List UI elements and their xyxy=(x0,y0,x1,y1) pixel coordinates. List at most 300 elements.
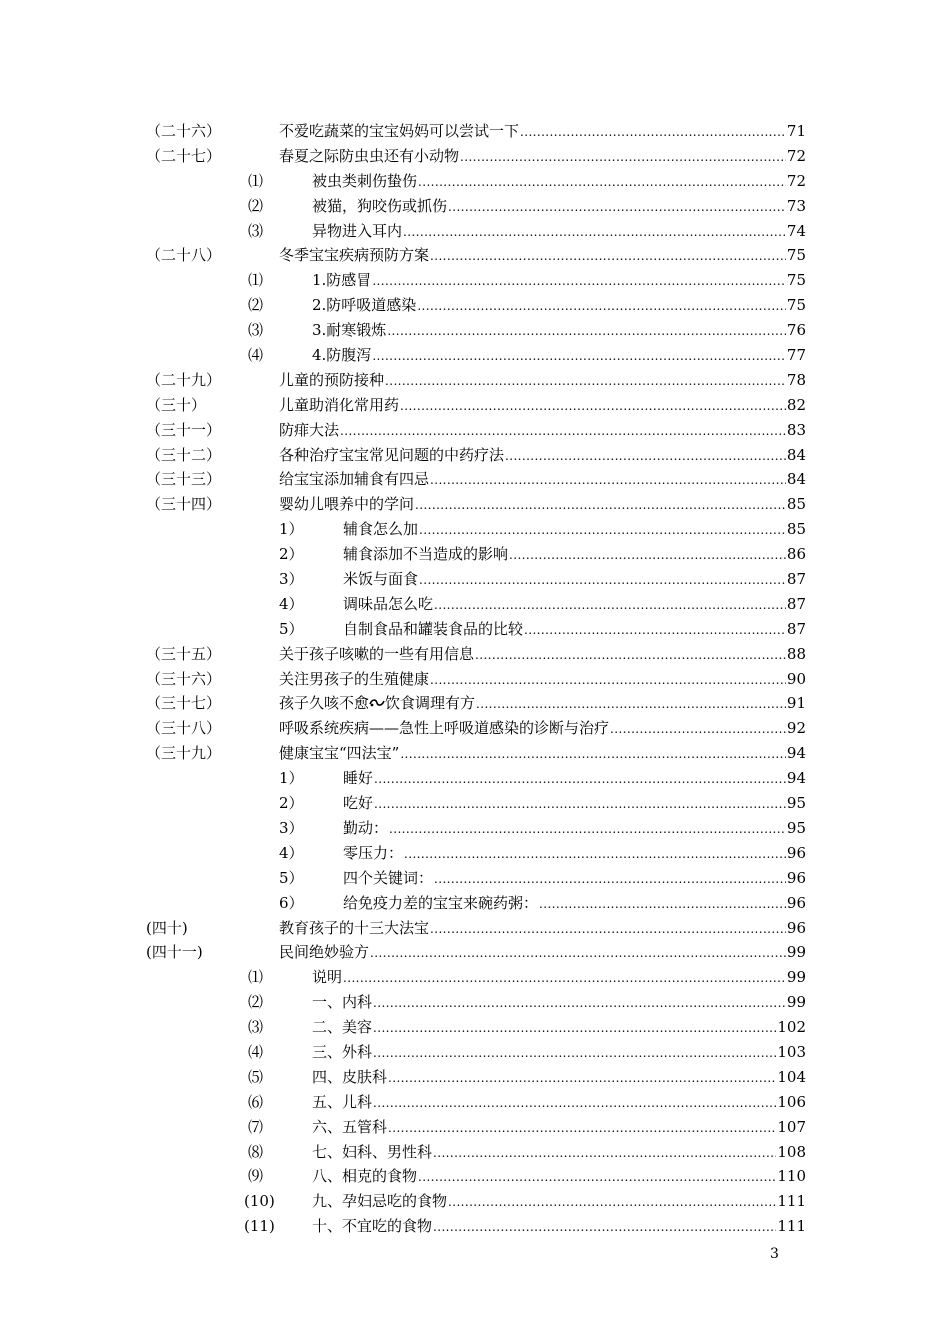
toc-row[interactable] xyxy=(0,467,950,492)
dot-leader xyxy=(370,940,786,965)
toc-page-number: 95 xyxy=(786,794,806,813)
dot-leader xyxy=(509,542,786,567)
toc-page-number: 104 xyxy=(777,1067,806,1086)
toc-title xyxy=(279,965,342,990)
toc-entry[interactable] xyxy=(279,542,806,567)
toc-row[interactable] xyxy=(0,1090,950,1115)
toc-title-text: 4.防腹泻 xyxy=(312,346,372,365)
toc-entry[interactable] xyxy=(279,592,806,617)
toc-row[interactable] xyxy=(0,1065,950,1090)
toc-entry[interactable] xyxy=(279,866,806,891)
toc-page-number: 111 xyxy=(777,1217,806,1236)
toc-title xyxy=(279,816,388,841)
toc-number: 5） xyxy=(279,868,304,887)
toc-row[interactable] xyxy=(0,1115,950,1140)
toc-number: （三十） xyxy=(146,395,207,414)
toc-row[interactable] xyxy=(0,916,950,941)
page-number: 3 xyxy=(770,1246,779,1262)
toc-page-number: 87 xyxy=(786,619,806,638)
dot-leader xyxy=(505,443,786,468)
toc-number: （二十七） xyxy=(146,146,222,165)
toc-entry[interactable] xyxy=(279,418,806,443)
toc-number: ⑶ xyxy=(248,321,264,340)
toc-title xyxy=(279,1140,432,1165)
toc-row[interactable] xyxy=(0,1164,950,1189)
toc-entry[interactable] xyxy=(279,691,806,716)
toc-number: 2） xyxy=(279,545,304,564)
toc-title-text: 勤动： xyxy=(343,818,389,837)
toc-page-number: 94 xyxy=(786,744,806,763)
toc-number: ⑵ xyxy=(248,196,264,215)
dot-leader xyxy=(539,891,786,916)
toc-entry[interactable] xyxy=(279,492,806,517)
dot-leader xyxy=(419,517,786,542)
toc-title-text: 被虫类刺伤蛰伤 xyxy=(312,171,418,190)
dot-leader xyxy=(400,741,786,766)
toc-page-number: 85 xyxy=(786,495,806,514)
toc-title-text: 关注男孩子的生殖健康 xyxy=(279,669,430,688)
toc-number: （二十六） xyxy=(146,122,222,140)
toc-number: ⑷ xyxy=(248,1042,264,1061)
toc-number: 4） xyxy=(279,594,304,613)
toc-entry[interactable] xyxy=(279,1115,806,1140)
toc-number: ⑸ xyxy=(248,1067,264,1086)
toc-title xyxy=(279,1189,447,1214)
toc-entry[interactable] xyxy=(279,517,806,542)
toc-title xyxy=(279,567,418,592)
toc-title xyxy=(279,119,519,144)
toc-title-text: 被猫，狗咬伤或抓伤 xyxy=(312,196,448,215)
toc-entry[interactable] xyxy=(279,1164,806,1189)
toc-row[interactable] xyxy=(0,169,950,194)
toc-row[interactable] xyxy=(0,766,950,791)
dot-leader xyxy=(403,219,786,244)
toc-title xyxy=(279,443,504,468)
toc-entry[interactable] xyxy=(279,467,806,492)
dot-leader xyxy=(387,318,786,343)
toc-title xyxy=(279,741,399,766)
toc-title-text: 关于孩子咳嗽的一些有用信息 xyxy=(279,644,475,663)
toc-title-text: 异物进入耳内 xyxy=(312,221,403,240)
dot-leader xyxy=(373,1015,776,1040)
toc-title xyxy=(279,642,474,667)
toc-title-text: 九、孕妇忌吃的食物 xyxy=(312,1192,448,1211)
toc-page-number: 99 xyxy=(786,943,806,962)
toc-row[interactable] xyxy=(0,567,950,592)
toc-title-text: 1.防感冒 xyxy=(312,271,372,290)
toc-title-text: 健康宝宝“四法宝” xyxy=(279,744,400,763)
toc-page-number: 86 xyxy=(786,545,806,564)
toc-page-number: 85 xyxy=(786,520,806,539)
toc-row[interactable] xyxy=(0,642,950,667)
toc-page-number: 83 xyxy=(786,420,806,439)
toc-page-number: 106 xyxy=(777,1092,806,1111)
toc-page-number: 96 xyxy=(786,918,806,937)
toc-row[interactable] xyxy=(0,841,950,866)
toc-page-number: 88 xyxy=(786,644,806,663)
toc-entry[interactable] xyxy=(279,144,806,169)
toc-entry[interactable] xyxy=(279,1015,806,1040)
toc-row[interactable] xyxy=(0,741,950,766)
toc-row[interactable] xyxy=(0,965,950,990)
dot-leader xyxy=(388,1115,776,1140)
toc-page-number: 96 xyxy=(786,843,806,862)
toc-title-text: 调味品怎么吃 xyxy=(343,594,434,613)
toc-number: (10) xyxy=(244,1192,275,1211)
toc-page-number: 75 xyxy=(786,296,806,315)
toc-row[interactable] xyxy=(0,293,950,318)
toc-title xyxy=(279,293,416,318)
toc-title-text: 各种治疗宝宝常见问题的中药疗法 xyxy=(279,445,505,464)
toc-title-text: 孩子久咳不愈 xyxy=(279,694,370,713)
dot-leader xyxy=(415,492,786,517)
toc-entry[interactable] xyxy=(279,1040,806,1065)
toc-title-text: 教育孩子的十三大法宝 xyxy=(279,918,430,937)
dot-leader xyxy=(400,393,786,418)
toc-entry[interactable] xyxy=(279,965,806,990)
toc-page-number: 76 xyxy=(786,321,806,340)
toc-number: ⑴ xyxy=(248,968,264,987)
toc-title-text: 给免疫力差的宝宝来碗药粥： xyxy=(343,893,539,912)
toc-page-number: 75 xyxy=(786,246,806,265)
toc-page-number: 82 xyxy=(786,395,806,414)
dot-leader xyxy=(388,1065,776,1090)
toc-row[interactable] xyxy=(0,617,950,642)
toc-title xyxy=(279,368,384,393)
toc-row[interactable] xyxy=(0,1214,950,1239)
toc-entry[interactable] xyxy=(279,1065,806,1090)
toc-number: ⑹ xyxy=(248,1092,264,1111)
toc-page-number: 110 xyxy=(777,1167,806,1186)
toc-entry[interactable] xyxy=(279,766,806,791)
dot-leader xyxy=(372,343,786,368)
toc-number: ⑵ xyxy=(248,296,264,315)
toc-title xyxy=(279,219,402,244)
toc-title-text: 不爱吃蔬菜的宝宝妈妈可以尝试一下 xyxy=(279,122,520,140)
dot-leader xyxy=(389,816,786,841)
toc-title xyxy=(279,766,373,791)
toc-row[interactable] xyxy=(0,194,950,219)
toc-row[interactable] xyxy=(0,1189,950,1214)
toc-row[interactable] xyxy=(0,990,950,1015)
toc-title xyxy=(279,194,447,219)
toc-title-text: 3.耐寒锻炼 xyxy=(312,321,387,340)
toc-title-text: 防痱大法 xyxy=(279,420,340,439)
dot-leader xyxy=(433,1140,776,1165)
toc-page-number: 87 xyxy=(786,570,806,589)
dot-leader xyxy=(430,243,786,268)
toc-page-number: 107 xyxy=(777,1117,806,1136)
toc-row[interactable] xyxy=(0,243,950,268)
toc-page-number: 78 xyxy=(786,370,806,389)
toc-title xyxy=(279,492,414,517)
toc-entry[interactable] xyxy=(279,667,806,692)
toc-page-number: 91 xyxy=(786,694,806,713)
toc-title xyxy=(279,716,609,741)
toc-number: (四十一) xyxy=(146,943,203,962)
toc-number: ⑴ xyxy=(248,271,264,290)
dot-leader xyxy=(373,990,786,1015)
toc-entry[interactable] xyxy=(279,343,806,368)
toc-title xyxy=(279,418,339,443)
toc-page-number: 84 xyxy=(786,445,806,464)
toc-number: （三十一） xyxy=(146,420,222,439)
toc-title xyxy=(279,940,369,965)
toc-number: （三十三） xyxy=(146,470,222,489)
toc-page-number: 71 xyxy=(786,122,806,140)
toc-number: （三十九） xyxy=(146,744,222,763)
toc-title-text: 春夏之际防虫虫还有小动物 xyxy=(279,146,460,165)
toc-number: （三十七） xyxy=(146,694,222,713)
dot-leader xyxy=(434,592,786,617)
toc-title-text: 四个关键词： xyxy=(343,868,434,887)
toc-number: （三十四） xyxy=(146,495,222,514)
toc-title xyxy=(279,1015,372,1040)
toc-title xyxy=(279,617,523,642)
toc-number: ⑷ xyxy=(248,346,264,365)
toc-page-number: 75 xyxy=(786,271,806,290)
toc-row[interactable] xyxy=(0,318,950,343)
toc-row[interactable] xyxy=(0,219,950,244)
toc-title-text: 七、妇科、男性科 xyxy=(312,1142,433,1161)
dot-leader xyxy=(372,268,786,293)
dot-leader xyxy=(610,716,786,741)
toc-page-number: 95 xyxy=(786,818,806,837)
toc-title-text: 辅食添加不当造成的影响 xyxy=(343,545,509,564)
toc-title xyxy=(279,318,386,343)
toc-entry[interactable] xyxy=(279,891,806,916)
toc-title-text: 零压力： xyxy=(343,843,404,862)
toc-row[interactable] xyxy=(0,393,950,418)
dot-leader xyxy=(373,1090,776,1115)
dot-leader xyxy=(343,965,786,990)
toc-entry[interactable] xyxy=(279,1140,806,1165)
toc-title-text: 儿童助消化常用药 xyxy=(279,395,400,414)
toc-entry[interactable] xyxy=(279,194,806,219)
toc-entry[interactable] xyxy=(279,940,806,965)
toc-entry[interactable] xyxy=(279,1090,806,1115)
toc-title-text: 三、外科 xyxy=(312,1042,373,1061)
toc-title-text: 说明 xyxy=(312,968,343,987)
toc-title-text: 米饭与面食 xyxy=(343,570,419,589)
toc-number: (11) xyxy=(244,1217,275,1236)
toc-entry[interactable] xyxy=(279,642,806,667)
toc-page-number: 72 xyxy=(786,146,806,165)
toc-title-text: 呼吸系统疾病——急性上呼吸道感染的诊断与治疗 xyxy=(279,719,610,738)
toc-page-number: 72 xyxy=(786,171,806,190)
toc-row[interactable] xyxy=(0,592,950,617)
toc-number: ⑺ xyxy=(248,1117,264,1136)
dot-leader xyxy=(524,617,786,642)
table-of-contents xyxy=(0,119,950,1239)
toc-title xyxy=(279,791,373,816)
toc-entry[interactable] xyxy=(279,243,806,268)
toc-title xyxy=(279,393,399,418)
toc-entry[interactable] xyxy=(279,567,806,592)
dot-leader xyxy=(418,169,786,194)
dot-leader xyxy=(434,866,786,891)
toc-title xyxy=(279,517,418,542)
toc-entry[interactable] xyxy=(279,990,806,1015)
toc-entry[interactable] xyxy=(279,219,806,244)
toc-entry[interactable] xyxy=(279,741,806,766)
toc-row[interactable] xyxy=(0,1140,950,1165)
toc-title-text: 辅食怎么加 xyxy=(343,520,419,539)
toc-row[interactable] xyxy=(0,517,950,542)
toc-title xyxy=(279,343,371,368)
toc-entry[interactable] xyxy=(279,119,806,144)
toc-row[interactable] xyxy=(0,791,950,816)
toc-number: （三十八） xyxy=(146,719,222,738)
dot-leader xyxy=(520,119,786,144)
toc-entry[interactable] xyxy=(279,617,806,642)
toc-title-text: 2.防呼吸道感染 xyxy=(312,296,417,315)
toc-title xyxy=(279,268,371,293)
toc-title xyxy=(279,1090,372,1115)
toc-entry[interactable] xyxy=(279,169,806,194)
toc-title-text: 睡好 xyxy=(343,769,374,788)
toc-page-number: 96 xyxy=(786,868,806,887)
toc-title xyxy=(279,916,429,941)
dot-leader xyxy=(373,1040,776,1065)
toc-entry[interactable] xyxy=(279,268,806,293)
toc-title-text: 六、五管科 xyxy=(312,1117,388,1136)
toc-row[interactable] xyxy=(0,691,950,716)
toc-number: ⑻ xyxy=(248,1142,264,1161)
dot-leader xyxy=(433,1214,776,1239)
toc-page-number: 73 xyxy=(786,196,806,215)
dot-leader xyxy=(417,293,786,318)
dot-leader xyxy=(430,916,786,941)
toc-row[interactable] xyxy=(0,492,950,517)
toc-entry[interactable] xyxy=(279,816,806,841)
toc-title xyxy=(279,841,403,866)
toc-row[interactable] xyxy=(0,866,950,891)
toc-page-number: 77 xyxy=(786,346,806,365)
toc-entry[interactable] xyxy=(279,1214,806,1239)
toc-title xyxy=(279,467,429,492)
toc-page-number: 74 xyxy=(786,221,806,240)
toc-title xyxy=(279,667,429,692)
toc-number: ⑼ xyxy=(248,1167,264,1186)
toc-title-text: 一、内科 xyxy=(312,993,373,1012)
toc-title xyxy=(279,1164,417,1189)
toc-row[interactable] xyxy=(0,268,950,293)
dot-leader xyxy=(404,841,786,866)
toc-entry[interactable] xyxy=(279,293,806,318)
toc-row[interactable] xyxy=(0,144,950,169)
toc-title-text: 婴幼儿喂养中的学问 xyxy=(279,495,415,514)
dot-leader xyxy=(448,194,786,219)
toc-title-text: 十、不宜吃的食物 xyxy=(312,1217,433,1236)
toc-page-number: 94 xyxy=(786,769,806,788)
toc-entry[interactable] xyxy=(279,841,806,866)
toc-number: ⑵ xyxy=(248,993,264,1012)
toc-title xyxy=(279,1214,432,1239)
toc-title-text-2: 饮食调理有方 xyxy=(385,694,476,713)
toc-entry[interactable] xyxy=(279,368,806,393)
dot-leader xyxy=(385,368,786,393)
toc-number: （三十五） xyxy=(146,644,222,663)
toc-page-number: 102 xyxy=(777,1018,806,1037)
toc-row[interactable] xyxy=(0,542,950,567)
toc-entry[interactable] xyxy=(279,716,806,741)
toc-number: 6） xyxy=(279,893,304,912)
toc-title xyxy=(279,144,459,169)
toc-row[interactable] xyxy=(0,716,950,741)
toc-entry[interactable] xyxy=(279,791,806,816)
toc-number: ⑶ xyxy=(248,221,264,240)
toc-number: ⑴ xyxy=(248,171,264,190)
toc-title-text: 五、儿科 xyxy=(312,1092,373,1111)
toc-page-number: 96 xyxy=(786,893,806,912)
toc-title xyxy=(279,243,429,268)
toc-title xyxy=(279,1065,387,1090)
toc-title-text: 四、皮肤科 xyxy=(312,1067,388,1086)
toc-title xyxy=(279,891,538,916)
toc-row[interactable] xyxy=(0,1040,950,1065)
toc-title xyxy=(279,1040,372,1065)
toc-title xyxy=(279,691,475,716)
toc-page-number: 90 xyxy=(786,669,806,688)
toc-title-text: 民间绝妙验方 xyxy=(279,943,370,962)
toc-title-text: 自制食品和罐装食品的比较 xyxy=(343,619,524,638)
toc-title xyxy=(279,542,508,567)
toc-entry[interactable] xyxy=(279,916,806,941)
dot-leader xyxy=(475,642,786,667)
toc-row[interactable] xyxy=(0,368,950,393)
toc-number: （三十六） xyxy=(146,669,222,688)
toc-row[interactable] xyxy=(0,891,950,916)
toc-title-text: 儿童的预防接种 xyxy=(279,370,385,389)
toc-row[interactable] xyxy=(0,940,950,965)
dot-leader xyxy=(460,144,786,169)
toc-entry[interactable] xyxy=(279,318,806,343)
toc-number: （三十二） xyxy=(146,445,222,464)
toc-entry[interactable] xyxy=(279,443,806,468)
toc-number: (四十) xyxy=(146,918,188,937)
toc-number: （二十九） xyxy=(146,370,222,389)
toc-title-text: 二、美容 xyxy=(312,1018,373,1037)
swirl-icon xyxy=(369,698,385,708)
toc-title-text: 给宝宝添加辅食有四忌 xyxy=(279,470,430,489)
toc-row[interactable] xyxy=(0,667,950,692)
toc-title xyxy=(279,169,417,194)
toc-row[interactable] xyxy=(0,1015,950,1040)
toc-title xyxy=(279,592,433,617)
toc-row[interactable] xyxy=(0,343,950,368)
toc-number: 5） xyxy=(279,619,304,638)
toc-row[interactable] xyxy=(0,816,950,841)
toc-title-text: 八、相克的食物 xyxy=(312,1167,418,1186)
toc-row[interactable] xyxy=(0,443,950,468)
toc-number: 1） xyxy=(279,520,304,539)
dot-leader xyxy=(430,667,786,692)
toc-title xyxy=(279,866,433,891)
toc-row[interactable] xyxy=(0,418,950,443)
toc-number: （二十八） xyxy=(146,246,222,265)
toc-title-text: 冬季宝宝疾病预防方案 xyxy=(279,246,430,265)
toc-row[interactable] xyxy=(0,119,950,144)
toc-entry[interactable] xyxy=(279,1189,806,1214)
toc-number: 2） xyxy=(279,794,304,813)
toc-number: 3） xyxy=(279,570,304,589)
toc-entry[interactable] xyxy=(279,393,806,418)
dot-leader xyxy=(476,691,786,716)
toc-page-number: 87 xyxy=(786,594,806,613)
toc-page-number: 99 xyxy=(786,993,806,1012)
toc-title xyxy=(279,1115,387,1140)
